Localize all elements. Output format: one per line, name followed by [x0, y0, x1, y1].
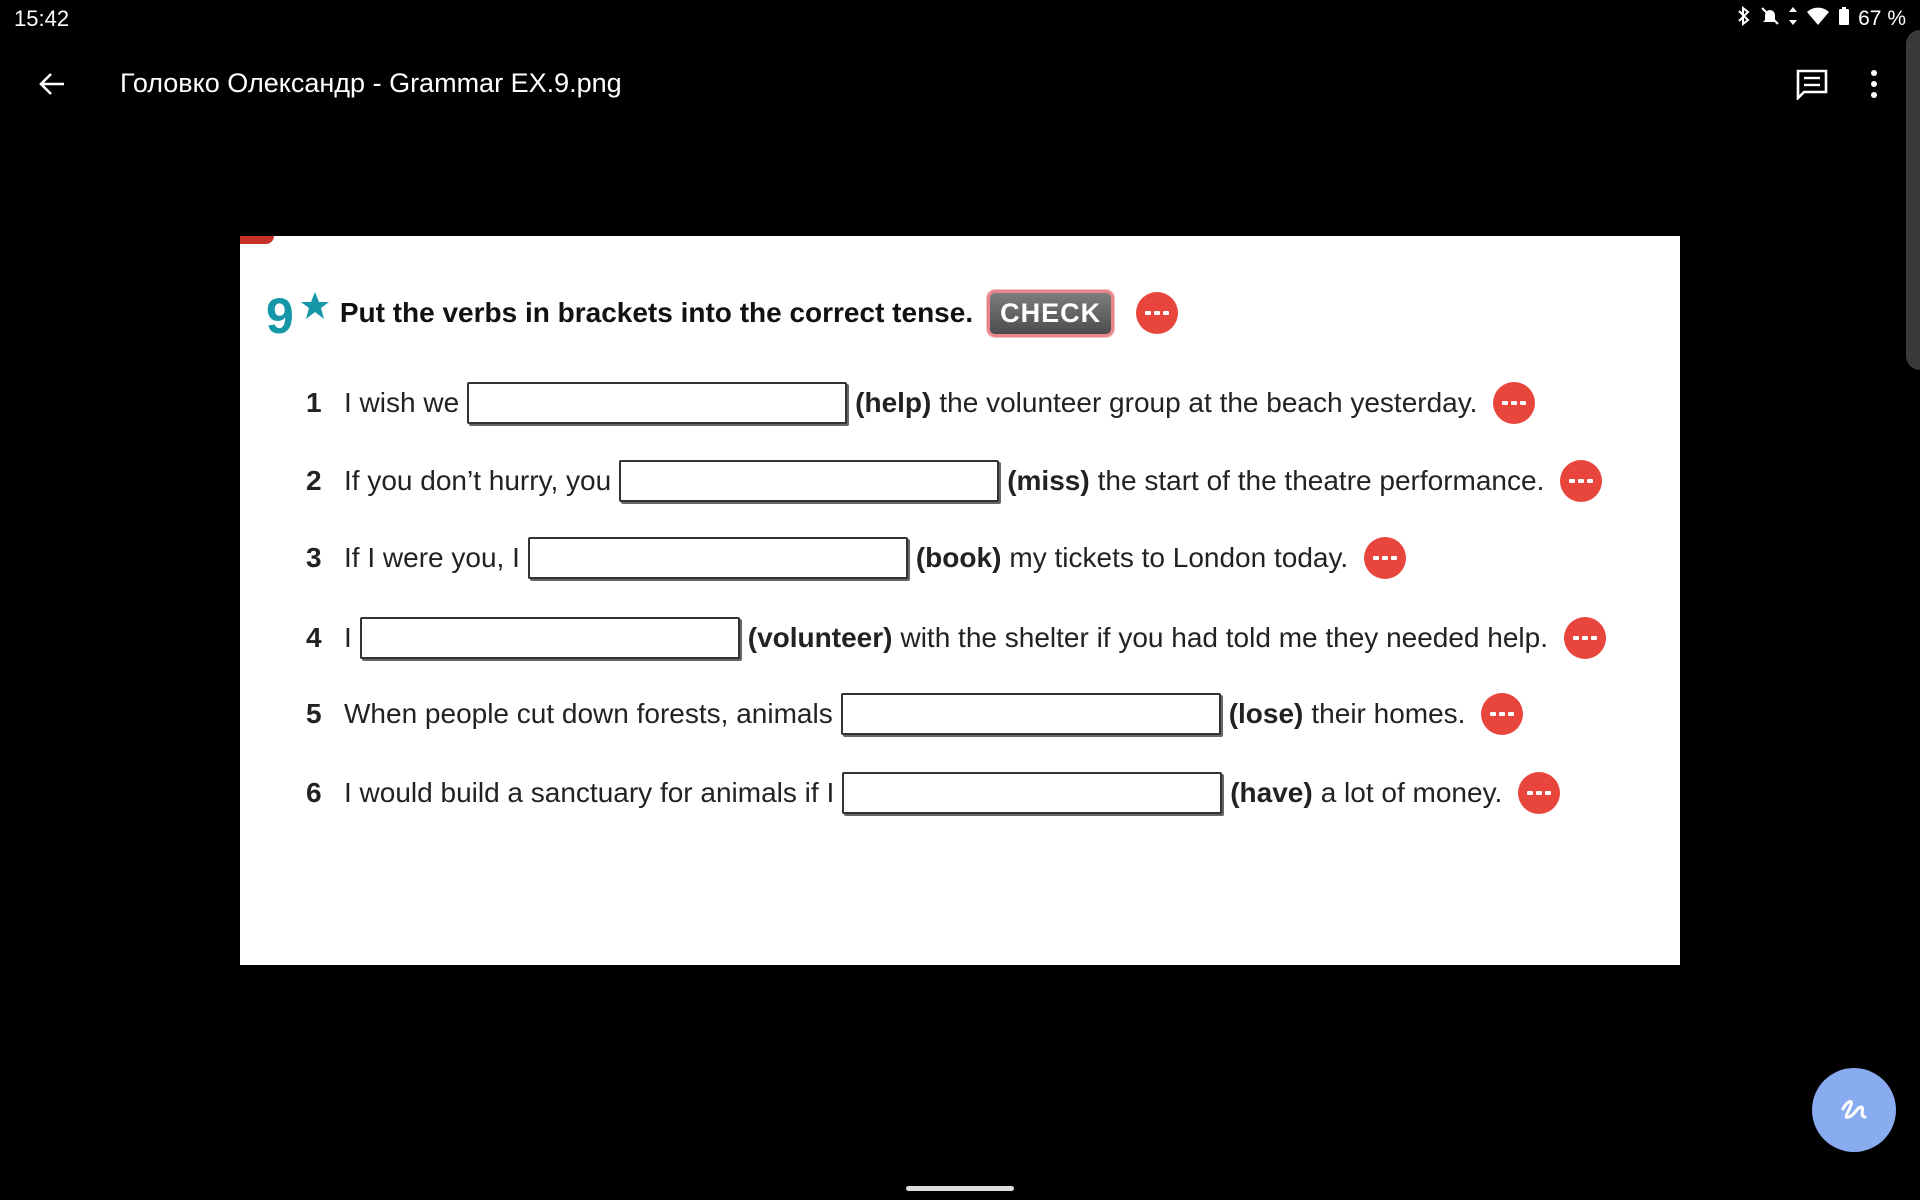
question-text-after: a lot of money. — [1320, 777, 1503, 808]
question-text-before: If I were you, I — [344, 542, 520, 573]
question-verb: (book) — [915, 542, 1002, 573]
question-verb: (miss) — [1007, 465, 1090, 496]
data-arrows-icon — [1788, 6, 1798, 32]
back-button[interactable] — [30, 62, 74, 106]
more-vert-icon — [1869, 69, 1879, 99]
scribble-edit-button[interactable] — [1812, 1068, 1896, 1152]
file-title: Головко Олександр - Grammar EX.9.png — [120, 68, 622, 98]
dnd-off-icon — [1760, 6, 1780, 32]
question-row — [306, 612, 1606, 664]
question-text-after: their homes. — [1311, 698, 1466, 729]
exercise-header — [266, 286, 1178, 346]
check-button[interactable]: CHECK — [987, 290, 1114, 337]
options-dots-icon[interactable] — [1518, 772, 1560, 814]
answer-input[interactable] — [360, 617, 740, 659]
status-bar — [0, 0, 1920, 36]
question-number: 3 — [306, 542, 322, 573]
question-text-before: I wish we — [344, 387, 460, 418]
app-bar — [0, 48, 1920, 120]
options-dots-icon[interactable] — [1481, 693, 1523, 735]
options-dots-icon[interactable] — [1136, 292, 1178, 334]
options-dots-icon[interactable] — [1564, 617, 1606, 659]
edge-panel-handle[interactable] — [1906, 30, 1920, 370]
question-row — [306, 532, 1406, 584]
battery-icon — [1838, 6, 1850, 32]
question-number: 4 — [306, 622, 322, 653]
battery-percent: 67 % — [1858, 7, 1906, 30]
question-number: 2 — [306, 465, 322, 496]
question-row — [306, 377, 1535, 429]
scribble-icon — [1837, 1093, 1871, 1127]
answer-input[interactable] — [467, 382, 847, 424]
wifi-icon — [1806, 6, 1830, 32]
question-text-after: my tickets to London today. — [1009, 542, 1349, 573]
star-icon — [300, 291, 330, 326]
question-row — [306, 767, 1560, 819]
navigation-handle[interactable] — [906, 1186, 1014, 1191]
status-icons — [1736, 6, 1906, 32]
exercise-instruction: Put the verbs in brackets into the correct tense. — [339, 297, 974, 328]
status-time: 15:42 — [14, 6, 70, 31]
comments-button[interactable] — [1790, 62, 1834, 106]
comment-icon — [1796, 68, 1828, 100]
corner-mark — [240, 236, 274, 244]
back-arrow-icon — [38, 70, 66, 98]
question-verb: (volunteer) — [747, 622, 893, 653]
question-text-after: the start of the theatre performance. — [1097, 465, 1545, 496]
question-text-after: with the shelter if you had told me they needed help. — [900, 622, 1548, 653]
answer-input[interactable] — [842, 772, 1222, 814]
options-dots-icon[interactable] — [1560, 460, 1602, 502]
question-text-before: If you don’t hurry, you — [344, 465, 612, 496]
answer-input[interactable] — [841, 693, 1221, 735]
question-number: 6 — [306, 777, 322, 808]
question-text-before: When people cut down forests, animals — [344, 698, 833, 729]
answer-input[interactable] — [619, 460, 999, 502]
question-verb: (help) — [855, 387, 932, 418]
answer-input[interactable] — [528, 537, 908, 579]
question-row — [306, 688, 1523, 740]
more-options-button[interactable] — [1852, 62, 1896, 106]
question-verb: (have) — [1230, 777, 1313, 808]
question-row — [306, 455, 1602, 507]
options-dots-icon[interactable] — [1493, 382, 1535, 424]
exercise-number: 9 — [266, 288, 294, 344]
question-verb: (lose) — [1228, 698, 1304, 729]
image-viewer[interactable] — [240, 236, 1680, 965]
question-text-before: I would build a sanctuary for animals if I — [344, 777, 835, 808]
bluetooth-icon — [1736, 6, 1752, 32]
question-number: 5 — [306, 698, 322, 729]
question-text-after: the volunteer group at the beach yesterday. — [939, 387, 1478, 418]
options-dots-icon[interactable] — [1364, 537, 1406, 579]
question-number: 1 — [306, 387, 322, 418]
question-text-before: I — [344, 622, 352, 653]
